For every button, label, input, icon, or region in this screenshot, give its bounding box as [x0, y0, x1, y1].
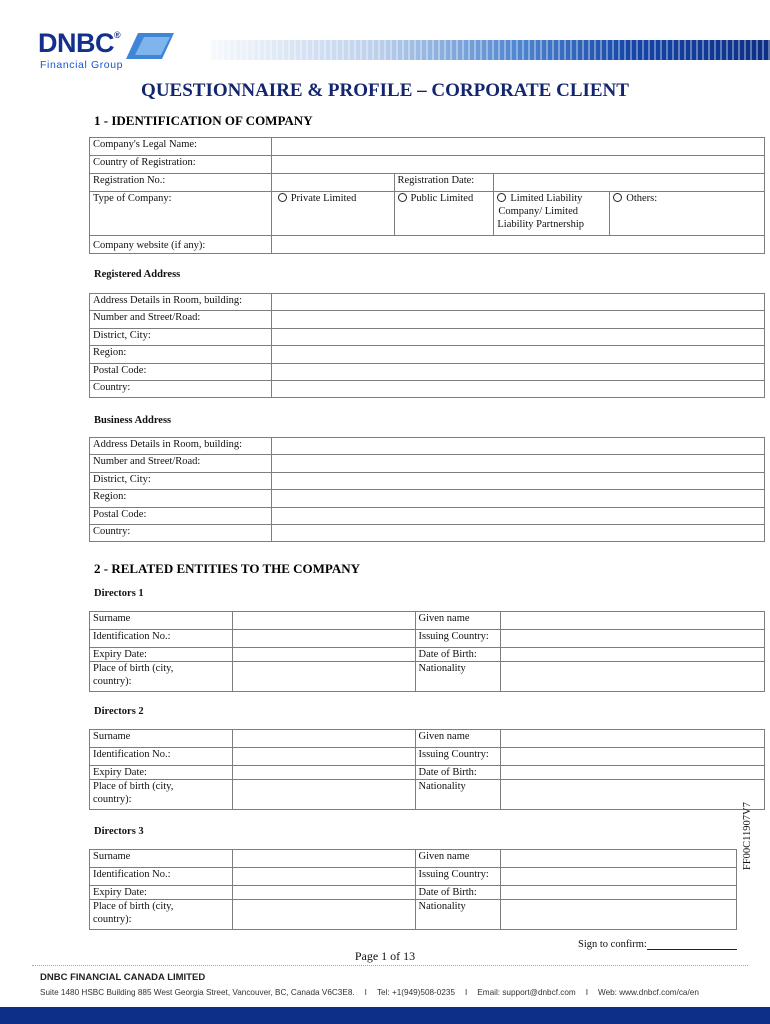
country-registration-field[interactable] [271, 156, 764, 174]
director-2-heading: Directors 2 [94, 706, 144, 717]
d1-nationality-field[interactable] [501, 662, 765, 692]
radio-private-icon[interactable] [278, 193, 287, 202]
logo-subtitle: Financial Group [40, 59, 124, 71]
reg-address-label: Address Details in Room, building: [90, 294, 272, 311]
llc-label-line-3: Liability Partnership [497, 219, 585, 230]
document-title: QUESTIONNAIRE & PROFILE – CORPORATE CLIENT [141, 80, 629, 101]
bus-street-label: Number and Street/Road: [90, 455, 272, 472]
d1-given-label: Given name [415, 612, 501, 630]
d3-pob-label [90, 900, 233, 930]
d1-expiry-label: Expiry Date: [90, 648, 233, 662]
reg-postal-label: Postal Code: [90, 363, 272, 380]
d3-surname-label: Surname [90, 850, 233, 868]
d2-surname-field[interactable] [232, 730, 415, 748]
option-others[interactable] [610, 192, 765, 236]
d3-surname-field[interactable] [232, 850, 415, 868]
bus-street-field[interactable] [271, 455, 764, 472]
d2-expiry-field[interactable] [232, 766, 415, 780]
footer-sep-2: I [465, 988, 468, 997]
d1-dob-field[interactable] [501, 648, 765, 662]
option-public-limited[interactable] [394, 192, 494, 236]
d2-issuing-label: Issuing Country: [415, 748, 501, 766]
d2-nationality-field[interactable] [501, 780, 765, 810]
d1-expiry-field[interactable] [232, 648, 415, 662]
d1-pob-label [90, 662, 233, 692]
logo-text: DNBC® [38, 28, 121, 58]
llc-label-line-2: Company/ Limited [498, 206, 579, 217]
d1-pob-line-1: Place of birth (city, [93, 663, 174, 674]
legal-name-label: Company's Legal Name: [90, 138, 272, 156]
d2-pob-line-1: Place of birth (city, [93, 781, 174, 792]
radio-public-icon[interactable] [398, 193, 407, 202]
registration-no-field[interactable] [271, 174, 394, 192]
director-3-table [89, 849, 737, 930]
registration-date-field[interactable] [494, 174, 765, 192]
option-private-limited[interactable] [271, 192, 394, 236]
radio-llc-icon[interactable] [497, 193, 506, 202]
reg-district-field[interactable] [271, 328, 764, 345]
reg-street-label: Number and Street/Road: [90, 311, 272, 328]
private-limited-label: Private Limited [290, 193, 357, 204]
reg-address-field[interactable] [271, 294, 764, 311]
footer-sep-3: I [585, 988, 588, 997]
footer-tel: Tel: +1(949)508-0235 [376, 988, 456, 997]
d3-nationality-field[interactable] [501, 900, 737, 930]
d3-dob-label: Date of Birth: [415, 886, 501, 900]
company-identification-table [89, 137, 765, 254]
d1-issuing-label: Issuing Country: [415, 630, 501, 648]
d1-pob-line-2: country): [93, 676, 132, 687]
bus-postal-field[interactable] [271, 507, 764, 524]
reg-district-label: District, City: [90, 328, 272, 345]
d1-pob-field[interactable] [232, 662, 415, 692]
d2-expiry-label: Expiry Date: [90, 766, 233, 780]
d2-pob-line-2: country): [93, 794, 132, 805]
website-field[interactable] [271, 236, 764, 254]
d1-id-field[interactable] [232, 630, 415, 648]
d3-nationality-label: Nationality [415, 900, 501, 930]
registered-address-heading: Registered Address [94, 269, 181, 280]
reg-region-label: Region: [90, 346, 272, 363]
d2-pob-field[interactable] [232, 780, 415, 810]
director-1-heading: Directors 1 [94, 588, 144, 599]
d1-nationality-label: Nationality [415, 662, 501, 692]
business-address-heading: Business Address [94, 415, 172, 426]
legal-name-field[interactable] [271, 138, 764, 156]
d3-id-label: Identification No.: [90, 868, 233, 886]
bus-address-field[interactable] [271, 438, 764, 455]
d1-surname-label: Surname [90, 612, 233, 630]
page-number: Page 1 of 13 [354, 949, 416, 963]
registered-address-table [89, 293, 765, 398]
d1-id-label: Identification No.: [90, 630, 233, 648]
llc-label-line-1: Limited Liability [510, 193, 583, 204]
d2-id-label: Identification No.: [90, 748, 233, 766]
d3-pob-field[interactable] [232, 900, 415, 930]
radio-others-icon[interactable] [613, 193, 622, 202]
d1-given-field[interactable] [501, 612, 765, 630]
d1-dob-label: Date of Birth: [415, 648, 501, 662]
footer-email[interactable]: Email: support@dnbcf.com [477, 988, 576, 997]
public-limited-label: Public Limited [410, 193, 474, 204]
bus-district-label: District, City: [90, 472, 272, 489]
type-of-company-label: Type of Company: [90, 192, 272, 236]
d3-expiry-label: Expiry Date: [90, 886, 233, 900]
bus-country-label: Country: [90, 524, 272, 541]
footer-bar [0, 1007, 770, 1024]
d3-dob-field[interactable] [501, 886, 737, 900]
d1-issuing-field[interactable] [501, 630, 765, 648]
logo-mark-icon [124, 31, 174, 61]
registration-date-label: Registration Date: [394, 174, 494, 192]
bus-country-field[interactable] [271, 524, 764, 541]
footer-contact [40, 988, 699, 997]
reg-postal-field[interactable] [271, 363, 764, 380]
form-code: FF00C11907V7 [742, 802, 753, 870]
d2-dob-label: Date of Birth: [415, 766, 501, 780]
d3-expiry-field[interactable] [232, 886, 415, 900]
d3-pob-line-2: country): [93, 914, 132, 925]
reg-country-label: Country: [90, 380, 272, 397]
reg-country-field[interactable] [271, 380, 764, 397]
bus-address-label: Address Details in Room, building: [90, 438, 272, 455]
footer-divider [32, 965, 748, 966]
d2-issuing-field[interactable] [501, 748, 765, 766]
d2-surname-label: Surname [90, 730, 233, 748]
header-band [210, 40, 770, 60]
d2-given-label: Given name [415, 730, 501, 748]
d3-issuing-label: Issuing Country: [415, 868, 501, 886]
footer-company: DNBC FINANCIAL CANADA LIMITED [40, 972, 206, 983]
section-1-heading: 1 - IDENTIFICATION OF COMPANY [94, 113, 313, 128]
registration-no-label: Registration No.: [90, 174, 272, 192]
footer-sep-1: I [364, 988, 367, 997]
bus-region-label: Region: [90, 490, 272, 507]
footer-address: Suite 1480 HSBC Building 885 West Georgia Street, Vancouver, BC, Canada V6C3E8. [40, 988, 355, 997]
d2-id-field[interactable] [232, 748, 415, 766]
d3-given-label: Given name [415, 850, 501, 868]
bus-postal-label: Postal Code: [90, 507, 272, 524]
website-label: Company website (if any): [90, 236, 272, 254]
director-2-table [89, 729, 765, 810]
d2-pob-label [90, 780, 233, 810]
sign-label: Sign to confirm: [578, 939, 647, 950]
d3-id-field[interactable] [232, 868, 415, 886]
reg-region-field[interactable] [271, 346, 764, 363]
d3-pob-line-1: Place of birth (city, [93, 901, 174, 912]
country-registration-label: Country of Registration: [90, 156, 272, 174]
d1-surname-field[interactable] [232, 612, 415, 630]
d2-given-field[interactable] [501, 730, 765, 748]
reg-street-field[interactable] [271, 311, 764, 328]
bus-region-field[interactable] [271, 490, 764, 507]
director-1-table [89, 611, 765, 692]
others-label: Others: [626, 193, 658, 204]
option-llc[interactable] [494, 192, 610, 236]
section-2-heading: 2 - RELATED ENTITIES TO THE COMPANY [94, 561, 361, 576]
d2-dob-field[interactable] [501, 766, 765, 780]
bus-district-field[interactable] [271, 472, 764, 489]
d3-issuing-field[interactable] [501, 868, 737, 886]
footer-web[interactable]: Web: www.dnbcf.com/ca/en [598, 988, 699, 997]
director-3-heading: Directors 3 [94, 826, 144, 837]
d3-given-field[interactable] [501, 850, 737, 868]
d2-nationality-label: Nationality [415, 780, 501, 810]
registered-mark: ® [114, 30, 121, 40]
business-address-table [89, 437, 765, 542]
